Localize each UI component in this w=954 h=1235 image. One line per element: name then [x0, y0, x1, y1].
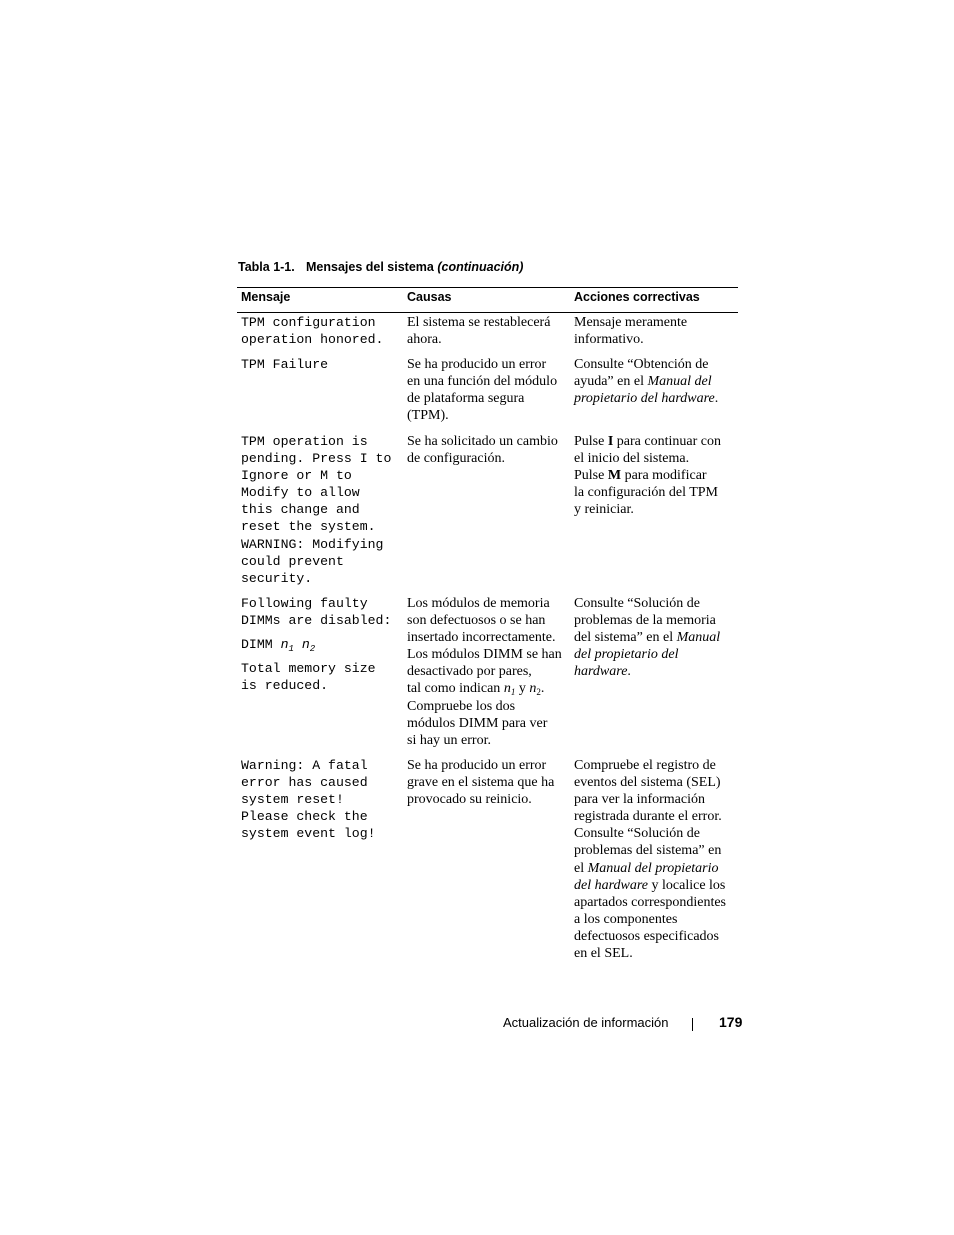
manual-reference: Manual del propietario del hardware — [574, 860, 719, 893]
table-caption — [238, 260, 523, 274]
row1-cause: El sistema se restablecerá ahora. — [407, 315, 551, 348]
row1-action: Mensaje meramente informativo. — [574, 315, 688, 348]
row5-cause: Se ha producido un error grave en el sistema que ha provocado su reinicio. — [407, 758, 555, 808]
table-number: Tabla 1-1. — [238, 260, 295, 274]
row5-action: Compruebe el registro de eventos del sistema (SEL) para ver la información registrada durante el error. Consulte “Solución de problemas del sistema” en el Manual del propietario del hardware y localice los apartados correspondientes a los componentes defectuosos especificados en el SEL. — [574, 758, 726, 962]
header-actions: Acciones correctivas — [574, 290, 700, 304]
row4-message-line1: Following faulty DIMMs are disabled: — [241, 596, 392, 629]
footer-divider — [692, 1018, 693, 1031]
row2-cause: Se ha producido un error en una función del módulo de plataforma segura (TPM). — [407, 357, 558, 424]
row2-action: Consulte “Obtención de ayuda” en el Manual del propietario del hardware. — [574, 357, 719, 407]
row4-cause: Los módulos de memoria son defectuosos o se han insertado incorrectamente. Los módulos DIMM se han desactivado por pares, tal como indican $n_1$ y $n_2$. Compruebe los dos módulos DIMM para ver si hay un error. — [407, 596, 562, 748]
row3-message: TPM operation is pending. Press I to Ignore or M to Modify to allow this change and reset the system. WARNING: Modifying could prevent security. — [241, 434, 392, 586]
row4-message-line3: Total memory size is reduced. — [241, 661, 376, 694]
row3-cause: Se ha solicitado un cambio de configuración. — [407, 434, 558, 467]
header-causes: Causas — [407, 290, 452, 304]
table-top-rule — [237, 287, 738, 288]
manual-reference: Manual del propietario del hardware — [574, 374, 715, 407]
row1-message: TPM configuration operation honored. — [241, 315, 384, 348]
table-continuation: (continuación) — [437, 260, 524, 274]
row3-action: Pulse I para continuar con el inicio del sistema. Pulse M para modificar la configuración del TPM y reiniciar. — [574, 434, 721, 518]
row4-action: Consulte “Solución de problemas de la memoria del sistema” en el Manual del propietario del hardware. — [574, 596, 721, 680]
row5-message: Warning: A fatal error has caused system reset! Please check the system event log! — [241, 758, 376, 842]
manual-reference: Manual del propietario del hardware — [574, 630, 721, 680]
row2-message: TPM Failure — [241, 357, 329, 372]
page-number: 179 — [719, 1014, 743, 1030]
table-header-rule — [237, 312, 738, 313]
row4-message-dimm: DIMM $n_1$ $n_2$ — [241, 637, 316, 654]
footer-section-title: Actualización de información — [503, 1015, 669, 1030]
header-message: Mensaje — [241, 290, 291, 304]
table-title: Mensajes del sistema — [306, 260, 434, 274]
